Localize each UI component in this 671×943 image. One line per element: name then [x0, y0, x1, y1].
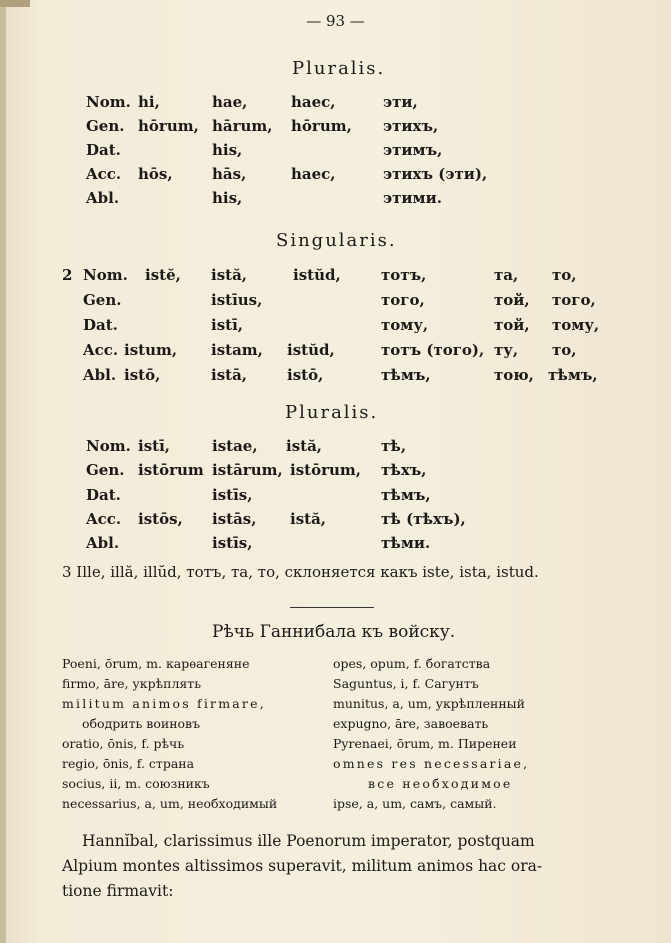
p1-gen-ru: этихъ, [383, 117, 439, 135]
s-dat-f: istī, [211, 316, 243, 334]
s-nom-m: istĕ, [145, 266, 181, 284]
s-acc-f: istam, [211, 341, 263, 359]
vocab-left-8: necessarius, a, um, необходимый [62, 796, 278, 811]
vocab-left-4: ободрить воиновъ [82, 716, 201, 731]
heading-pluralis-1: Pluralis. [292, 58, 386, 79]
vocab-right-7: все необходимое [368, 776, 513, 791]
p1-dat-label: Dat. [86, 141, 121, 159]
s-dat-ru-f: той, [494, 316, 530, 334]
p1-gen-f: hārum, [212, 117, 273, 135]
p2-gen-m: istōrum [138, 461, 204, 479]
p2-dat-f: istīs, [212, 486, 253, 504]
p2-acc-n: istă, [290, 510, 327, 528]
p1-acc-label: Acc. [86, 165, 122, 183]
p1-nom-n: haec, [291, 93, 336, 111]
s-gen-ru-f: той, [494, 291, 530, 309]
s-acc-m: istum, [124, 341, 178, 359]
vocab-left-7: socius, ii, m. союзникъ [62, 776, 210, 791]
corner-mark [0, 0, 30, 7]
p1-abl-ru: этими. [383, 189, 442, 207]
s-acc-label: Acc. [83, 341, 119, 359]
vocab-left-2: firmo, āre, укрѣплять [62, 676, 201, 691]
p2-abl-label: Abl. [86, 534, 120, 552]
note-ille: 3 Ille, illă, illŭd, тотъ, та, то, склоняется какъ iste, ista, istud. [62, 563, 539, 581]
p1-dat-ru: этимъ, [383, 141, 443, 159]
heading-singularis: Singularis. [276, 230, 397, 251]
p1-nom-m: hi, [138, 93, 160, 111]
s-abl-f: istā, [211, 366, 248, 384]
p2-nom-m: istī, [138, 437, 170, 455]
p2-acc-f: istās, [212, 510, 257, 528]
p2-gen-label: Gen. [86, 461, 125, 479]
page-number: — 93 — [306, 12, 365, 30]
s-abl-ru-n: тѣмъ, [548, 366, 598, 384]
prose-line-3: tione firmavit: [62, 882, 174, 900]
vocab-right-5: Pyrenaei, ōrum, m. Пиренеи [333, 736, 517, 751]
s-nom-ru-n: то, [552, 266, 577, 284]
s-abl-ru-m: тѣмъ, [381, 366, 431, 384]
vocab-right-4: expugno, āre, завоевать [333, 716, 489, 731]
heading-pluralis-2: Pluralis. [285, 402, 379, 423]
section-number-2: 2 [62, 266, 73, 284]
s-nom-ru-m: тотъ, [381, 266, 427, 284]
p1-nom-ru: эти, [383, 93, 418, 111]
p1-dat-f: his, [212, 141, 243, 159]
s-gen-label: Gen. [83, 291, 122, 309]
vocab-left-5: oratio, ōnis, f. рѣчь [62, 736, 185, 751]
p1-abl-label: Abl. [86, 189, 120, 207]
s-nom-n: istŭd, [293, 266, 341, 284]
p1-acc-ru: этихъ (эти), [383, 165, 488, 183]
s-gen-ru-m: того, [381, 291, 425, 309]
page-left-edge [0, 0, 6, 943]
s-abl-m: istō, [124, 366, 161, 384]
vocab-right-1: opes, opum, f. богатства [333, 656, 491, 671]
vocab-left-3: militum animos firmare, [62, 696, 266, 711]
s-acc-n: istŭd, [287, 341, 335, 359]
s-nom-ru-f: та, [494, 266, 519, 284]
s-gen-f: istīus, [211, 291, 263, 309]
s-acc-ru-m: тотъ (того), [381, 341, 485, 359]
prose-line-1: Hannĭbal, clarissimus ille Poenorum imperator, postquam [82, 832, 535, 850]
prose-line-2: Alpium montes altissimos superavit, militum animos hac ora- [62, 857, 543, 875]
p2-dat-ru: тѣмъ, [381, 486, 431, 504]
s-dat-ru-m: тому, [381, 316, 429, 334]
p1-gen-m: hōrum, [138, 117, 199, 135]
vocab-right-8: ipse, a, um, самъ, самый. [333, 796, 497, 811]
vocab-right-6: omnes res necessariae, [333, 756, 530, 771]
section-divider [290, 607, 374, 608]
p2-gen-n: istōrum, [290, 461, 361, 479]
s-acc-ru-f: ту, [494, 341, 519, 359]
s-nom-f: istă, [211, 266, 248, 284]
p1-nom-label: Nom. [86, 93, 131, 111]
vocab-left-1: Poeni, ōrum, m. карѳагеняне [62, 656, 250, 671]
p1-nom-f: hae, [212, 93, 248, 111]
s-dat-label: Dat. [83, 316, 118, 334]
p2-nom-label: Nom. [86, 437, 131, 455]
vocab-right-3: munitus, a, um, укрѣпленный [333, 696, 525, 711]
p1-gen-n: hōrum, [291, 117, 352, 135]
p2-gen-f: istārum, [212, 461, 283, 479]
p2-acc-m: istōs, [138, 510, 183, 528]
p2-dat-label: Dat. [86, 486, 121, 504]
s-dat-ru-n: тому, [552, 316, 600, 334]
speech-title: Рѣчь Ганнибала къ войску. [212, 622, 456, 642]
s-abl-label: Abl. [83, 366, 117, 384]
p2-nom-f: istae, [212, 437, 258, 455]
p2-gen-ru: тѣхъ, [381, 461, 427, 479]
p1-acc-n: haec, [291, 165, 336, 183]
p1-gen-label: Gen. [86, 117, 125, 135]
s-nom-label: Nom. [83, 266, 128, 284]
p2-nom-n: istă, [286, 437, 323, 455]
s-abl-ru-f: тою, [494, 366, 534, 384]
p1-acc-m: hōs, [138, 165, 173, 183]
s-acc-ru-n: то, [552, 341, 577, 359]
p1-acc-f: hās, [212, 165, 247, 183]
p2-acc-label: Acc. [86, 510, 122, 528]
p1-abl-f: his, [212, 189, 243, 207]
p2-abl-ru: тѣми. [381, 534, 431, 552]
p2-nom-ru: тѣ, [381, 437, 407, 455]
p2-acc-ru: тѣ (тѣхъ), [381, 510, 466, 528]
s-gen-ru-n: того, [552, 291, 596, 309]
s-abl-n: istō, [287, 366, 324, 384]
vocab-left-6: regio, ōnis, f. страна [62, 756, 195, 771]
p2-abl-f: istīs, [212, 534, 253, 552]
vocab-right-2: Saguntus, i, f. Сагунтъ [333, 676, 479, 691]
